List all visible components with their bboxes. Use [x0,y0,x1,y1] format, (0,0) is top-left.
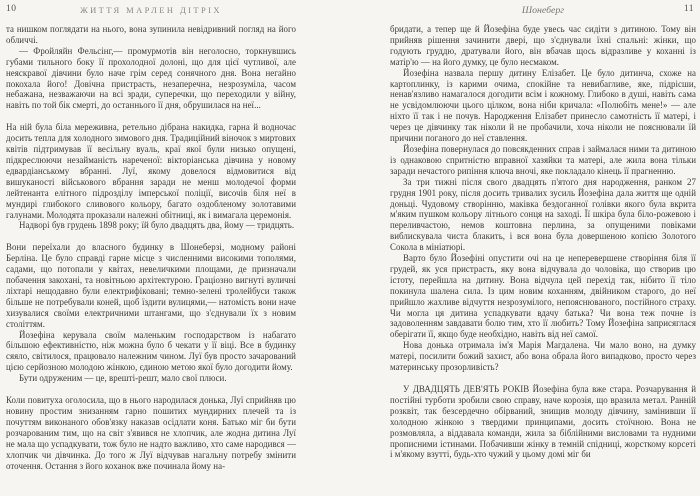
paragraph: Йозефіна повернулася до повсякденних справ і займалася ними та дитиною із однаковою спритністю вправної хазяйки та матері, але жила вона тільки заради нечастого рипіння ключа вночі, яке покладало кінець її прагненню. [390,143,696,176]
right-page-body [390,24,696,460]
left-page [6,0,296,496]
paragraph: У ДВАДЦЯТЬ ДЕВ'ЯТЬ РОКІВ Йозефіна була вже стара. Розчарування й постійні турботи зробили свою справу, наче корозія, що вразила метал. Ранній розквіт, так безсердечно обірваний, знищив молоду дівчину, замінивши її холодною жінкою з твердими принципами, досить стоїчною. Вона не розмовляла, а віддавала команди, жила за біблійними висловами та нудними прописними істинами. Побачивши жінку в темній спідниці, жорсткому корсеті і м'якому взутті, будь-хто чужий у цьому домі міг би [390,384,696,460]
right-page [390,0,696,496]
paragraph: Вони переїхали до власного будинку в Шонеберзі, модному районі Берліна. Це було справді гарне місце з численними високими тополями, садами, що потопали у квітах, невеличкими площами, де призначали побачення закохані, та новітньою архітектурою. Граціозно вигнуті вуличні ліхтарі нещодавно були електрифіковані; темно-зелені тролейбуси також більше не потребували коней, щоб їздити вулицями,— натомість вони наче хизувалися своїми електричними штангами, що з'єднували їх з новим століттям. [6,242,296,329]
left-running-title: ЖИТТЯ МАРЛЕН ДІТРІХ [80,5,222,15]
left-running-head [6,0,296,21]
paragraph: Коли повитуха оголосила, що в нього народилася донька, Луї сприйняв цю новину простим знизанням гарно пошитих мундирних плечей та із почуттям виконаного обов'язку наказав осідлати коня. Батько міг би бути розчарованим тим, що на світ з'явився не хлопчик, але жодна дитина Луї не мала що успадкувати, тож було не надто важливо, хто саме народився — хлопчик чи дівчинка. До того ж Луї відчував нагальну потребу змінити оточення. Остання з його коханок вже починала йому на- [6,395,296,471]
paragraph: Надворі був грудень 1898 року; їй було двадцять два, йому — тридцять. [19,220,295,231]
right-running-head [390,0,696,21]
paragraph: Йозефіна керувала своїм маленьким господарством із набагато більшою ефективністю, ніж можна було б чекати у її віці. Все в будинку сяяло, світилося, працювало належним чином. Луї був просто зачарований цією серйозною молодою жінкою, єдиною метою якої було догодити йому. [6,329,296,373]
paragraph: Бути одруженим — це, врешті-решт, мало свої плюси. [19,373,227,384]
paragraph: На ній була біла мереживна, ретельно дібрана накидка, гарна й водночас досить тепла для холодного зимового дня. Традиційний віночок з миртових квітів підтримував її весільну вуаль, краї якої були низько опущені, підкреслюючи незайманість нареченої: вікторіанська дівчина у новому едвардіанському вбранні. Луї, якому довелося відмовитися від вишуканості військового вбрання заради не менш молодечої форми лейтенанта елітного підрозділу імперської поліції, височів біля неї в мундирі глибокого сливового кольору, багато оздобленому золотавими галунами. Молодята проказали належні обітниці, як і вимагала церемонія. [6,122,296,220]
paragraph: Варто було Йозефіні опустити очі на це неперевершене створіння біля її грудей, як уся пристрасть, яку вона відчувала до чоловіка, що створив цю істоту, перейшла на дитину. Вона відчула цей перехід так, нібито її тіло покинула шалена сила. Із цим новим коханням, двійником старого, до неї прийшло жахливе відчуття незрозумілого, непояснюваного, постійного страху. Чи могла ця дитина успадкувати вдачу батька? Чи вона теж почне із задоволенням завдавати болю тим, хто її любить? Тому Йозефіна заприсяглася оберігати її, якщо буде необхідно, навіть від неї самої. [390,253,696,340]
right-page-number: 11 [683,4,694,14]
paragraph: та нишком поглядати на нього, вона зупинила невідривний погляд на його обличчі. [6,24,296,45]
left-page-number: 10 [6,4,17,14]
paragraph: За три тижні після свого двадцять п'ятого дня народження, ранком 27 грудня 1901 року, після досить тривалих зусиль Йозефіна дала життя ще одній доньці. Чудовому створінню, маківка бездоганної голівки якого була вкрита м'яким пушком кольору літнього сонця на заході. Її шкіра була біло-рожевою і переливчастою, немов коштовна перлина, за опущеними повіками виблискувала чиста блакить, і вся вона була довершеною копією Золотого Сокола в мініатюрі. [390,176,696,253]
paragraph: — Фройляйн Фельсінг,— промурмотів він неголосно, торкнувшись губами тильного боку її прохолодної долоні, що для цієї чутливої, але неяскравої дівчини було наче грім серед сонячного дня. Вона негайно покохала його! Довічна пристрасть, незаперечна, незрозуміла, часом небажана, незважаючи на всі зради, суперечки, що переходили у війну, навіть по той бік смерті, до останнього її дня, обрушилася на неї... [6,45,296,111]
right-running-title: Шонеберг [521,5,565,16]
paragraph: Нова донька отримала ім'я Марія Магдалена. Чи мало воно, на думку матері, посилити божий захист, або вона обрала його випадково, просто через материнську прозорливість? [390,340,696,373]
paragraph: бридати, а тепер ще й Йозефіна буде увесь час сидіти з дитиною. Тому він прийняв рішення зачинити двері, що з'єднували їхні спальні: жінки, що годують груддю, дратували його, він вбачав щось відразливе у коханні із матір'ю — на його думку, це було несмаком. [390,24,696,67]
left-page-body [6,24,296,471]
paragraph: Йозефіна назвала першу дитину Елізабет. Це було дитинча, схоже на картоплинку, із карими очима, спокійне та невибагливе, яке, підрісши, ненав'язливо намагалося догодити всім і кожному. Глибоко в душі, навіть сама не усвідомлюючи цього цілком, вона ніби кричала: «Полюбіть мене!» — але ніхто її так і не почув. Народження Елізабет принесло самотність її матері, і через це дівчинку так ніколи й не пробачили, хоча ніколи не пояснювали їй причини поганого до неї ставлення. [390,67,696,144]
